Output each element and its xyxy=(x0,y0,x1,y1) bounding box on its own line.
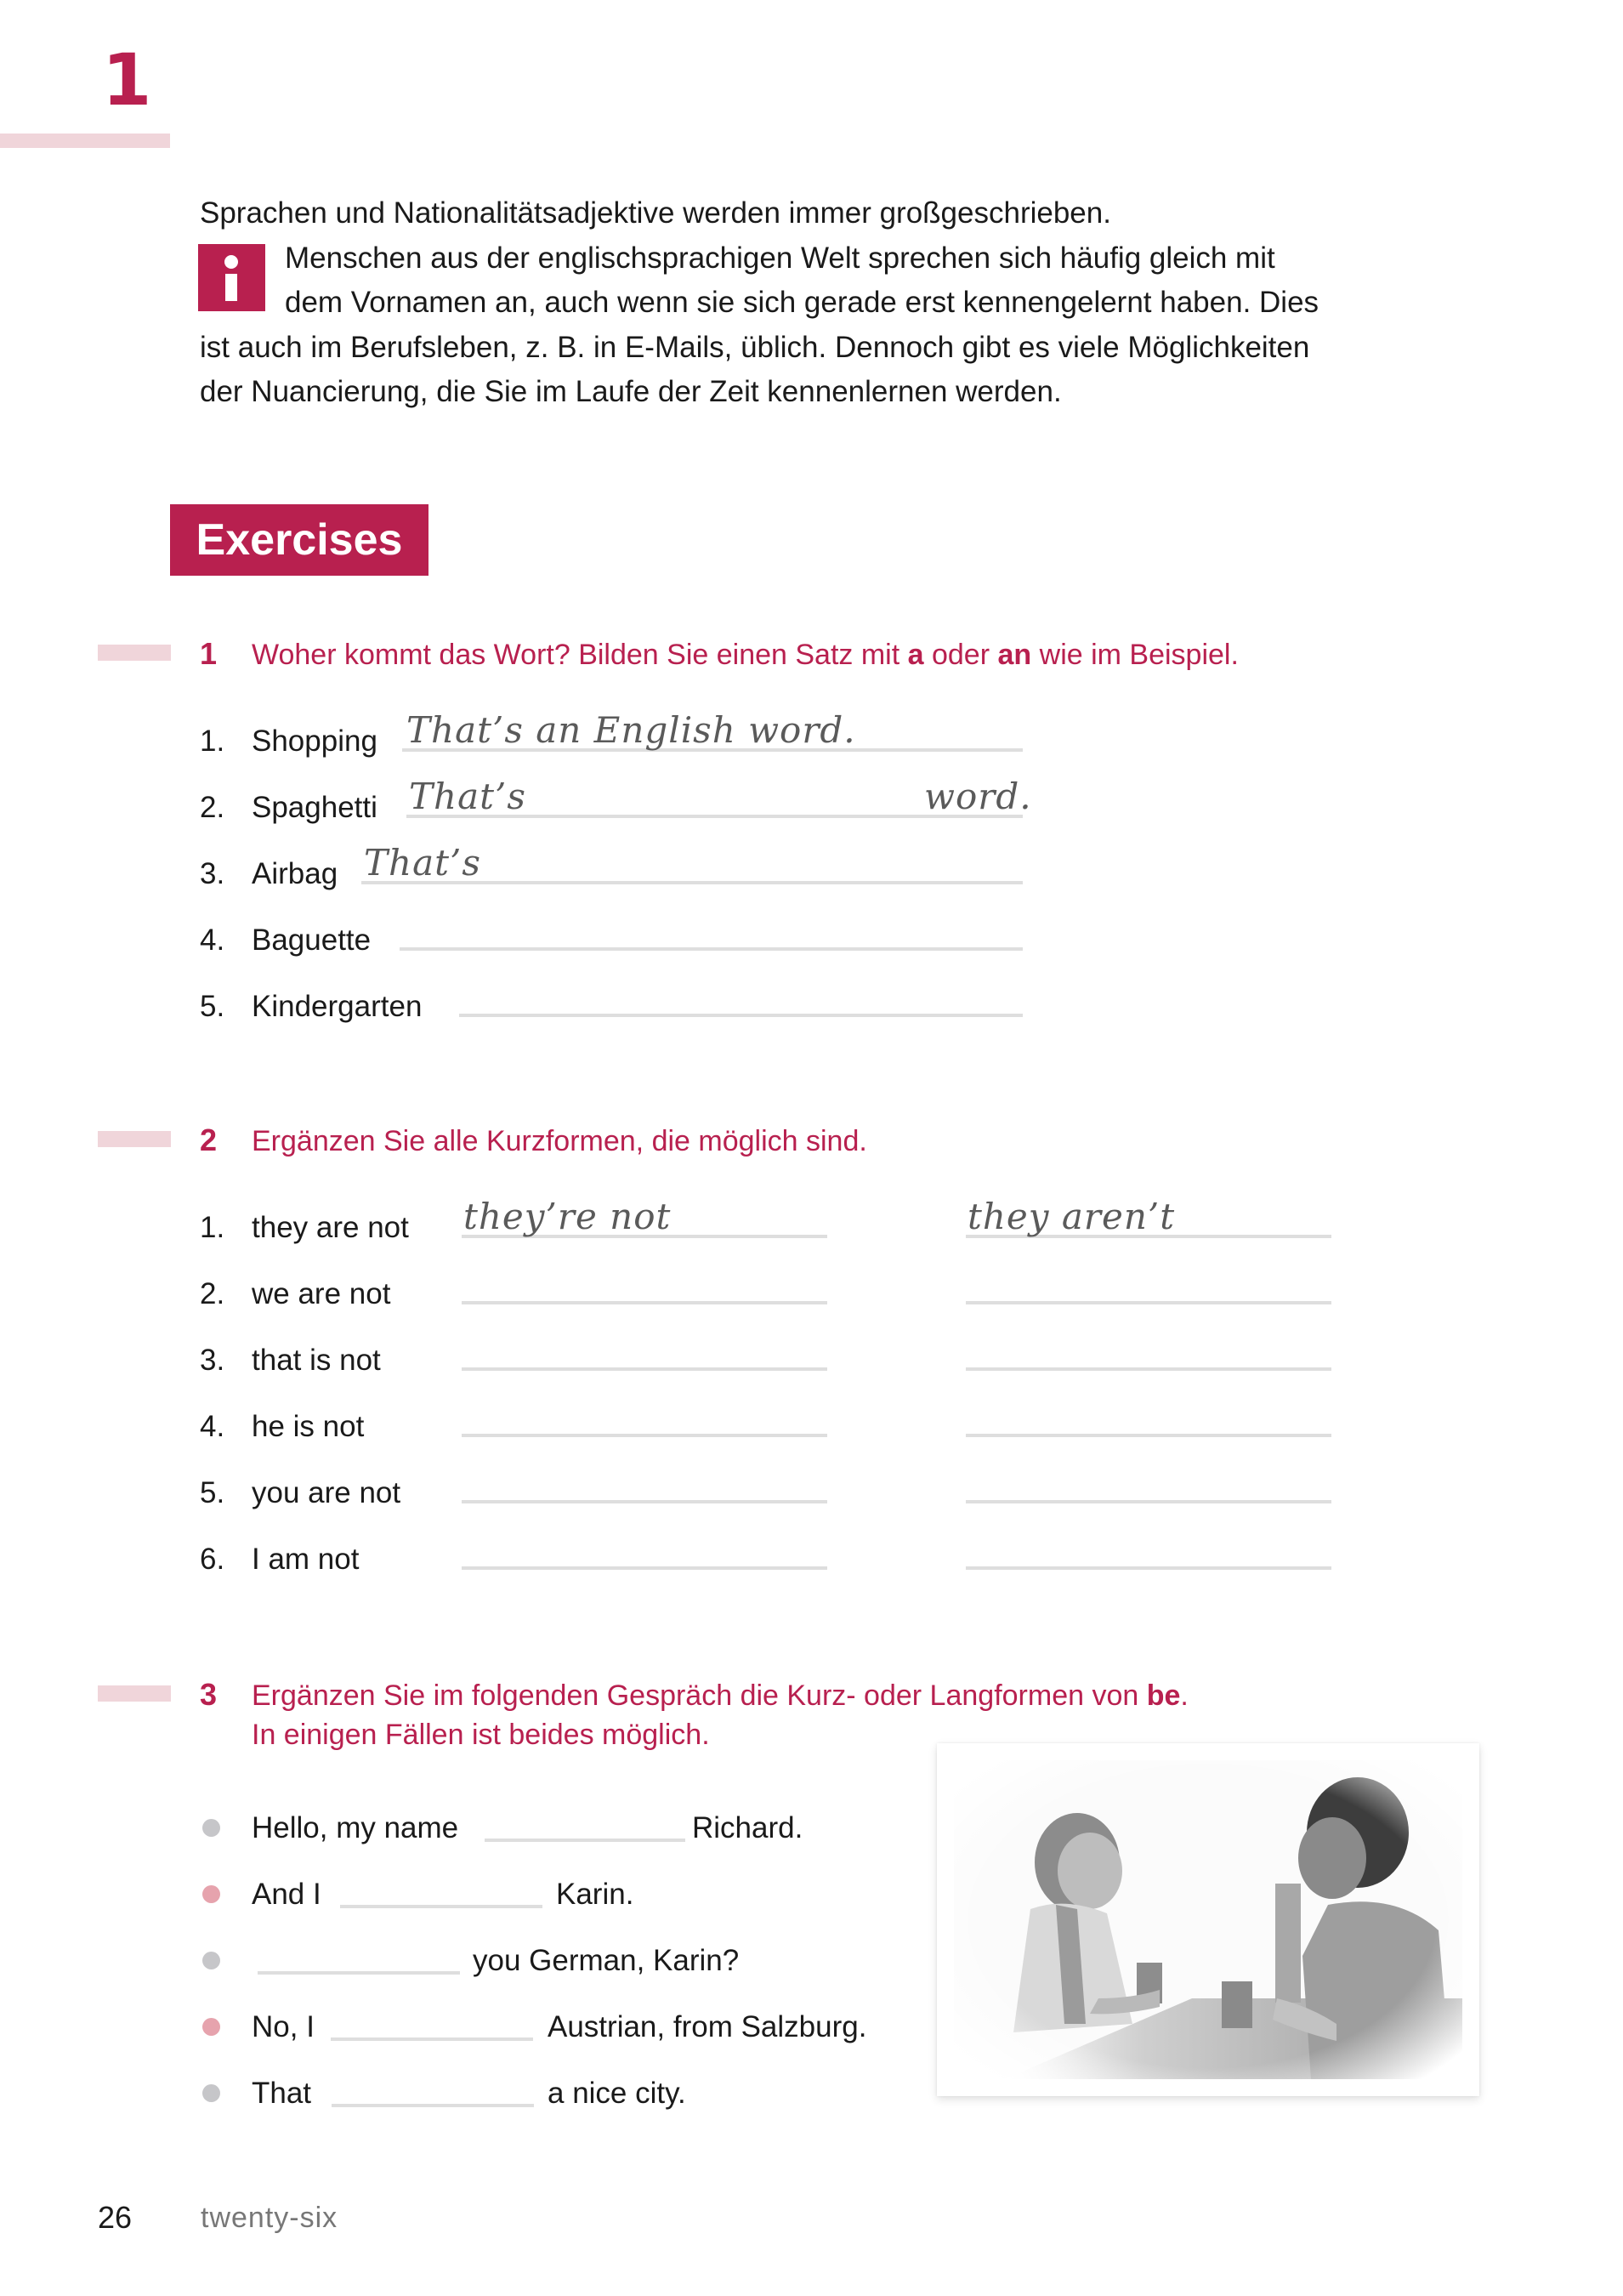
ex1-answer-1: That’s an English word. xyxy=(406,709,856,751)
ex1-answer-3: That’s xyxy=(364,842,481,884)
ex2-item-phrase: I am not xyxy=(252,1543,360,1576)
chapter-number: 1 xyxy=(102,38,152,122)
ex2-short2-line[interactable] xyxy=(966,1301,1331,1304)
dialogue-text: Austrian, from Salzburg. xyxy=(548,2010,867,2043)
dialogue-text: Hello, my name xyxy=(252,1811,459,1844)
ex1-answer-line-4[interactable] xyxy=(400,947,1023,951)
info-line-3: ist auch im Berufsleben, z. B. in E-Mails, üblich. Dennoch gibt es viele Möglichkeiten xyxy=(200,330,1310,364)
dialogue-blank[interactable] xyxy=(332,2104,534,2107)
exercise-marker xyxy=(98,1131,171,1147)
exercise-marker xyxy=(98,1685,171,1702)
speaker-bullet-grey xyxy=(202,1819,220,1837)
exercises-header: Exercises xyxy=(170,504,428,576)
dialogue-text: That xyxy=(252,2077,312,2110)
ex1-item-word: Airbag xyxy=(252,857,338,890)
ex2-short1-line[interactable] xyxy=(462,1500,827,1503)
ex2-item-num: 6. xyxy=(200,1543,225,1576)
dialogue-blank[interactable] xyxy=(258,1971,460,1975)
info-line-1: Menschen aus der englischsprachigen Welt sprechen sich häufig gleich mit xyxy=(285,241,1275,275)
ex2-item-num: 4. xyxy=(200,1410,225,1443)
speaker-bullet-grey xyxy=(202,1952,220,1969)
dialogue-blank[interactable] xyxy=(485,1839,685,1842)
info-section xyxy=(200,191,1424,415)
info-lead: Sprachen und Nationalitätsadjektive werden immer großgeschrieben. xyxy=(200,196,1111,230)
dialogue-text: a nice city. xyxy=(548,2077,686,2110)
ex2-item-num: 3. xyxy=(200,1344,225,1377)
dialogue-text: Karin. xyxy=(556,1878,634,1911)
ex2-item-phrase: you are not xyxy=(252,1476,401,1509)
ex1-item-word: Spaghetti xyxy=(252,791,377,824)
info-line-2: dem Vornamen an, auch wenn sie sich gerade erst kennengelernt haben. Dies xyxy=(285,286,1319,319)
ex2-item-num: 1. xyxy=(200,1211,225,1244)
ex2-short1-answer: they’re not xyxy=(463,1196,672,1237)
dialogue-blank[interactable] xyxy=(331,2037,533,2041)
chapter-bar xyxy=(0,134,170,148)
ex1-item-num: 3. xyxy=(200,857,225,890)
ex1-item-num: 5. xyxy=(200,990,225,1023)
exercise-3-instruction: Ergänzen Sie im folgenden Gespräch die Kurz- oder Langformen von be. In einigen Fällen ist beides möglich. xyxy=(252,1679,1189,1751)
dialogue-text: No, I xyxy=(252,2010,315,2043)
ex1-item-word: Shopping xyxy=(252,725,377,758)
ex1-answer-2-left: That’s xyxy=(409,776,526,817)
exercise-marker xyxy=(98,645,171,661)
exercise-1-number: 1 xyxy=(200,636,218,671)
ex2-short1-line[interactable] xyxy=(462,1434,827,1437)
ex2-short2-line[interactable] xyxy=(966,1367,1331,1371)
ex2-short1-line[interactable] xyxy=(462,1566,827,1570)
speaker-bullet-pink xyxy=(202,2018,220,2036)
ex2-short2-line[interactable] xyxy=(966,1434,1331,1437)
ex1-item-num: 1. xyxy=(200,725,225,758)
ex2-item-phrase: they are not xyxy=(252,1211,409,1244)
info-icon xyxy=(198,244,265,311)
ex2-short1-line[interactable] xyxy=(462,1367,827,1371)
photo-illustration xyxy=(937,1743,1479,2096)
ex2-short2-answer: they aren’t xyxy=(968,1196,1176,1237)
ex1-item-num: 2. xyxy=(200,791,225,824)
ex2-item-phrase: he is not xyxy=(252,1410,365,1443)
page-number-words: twenty-six xyxy=(201,2202,338,2234)
ex2-short1-line[interactable] xyxy=(462,1301,827,1304)
ex1-answer-2-right: word. xyxy=(924,776,1032,817)
exercise-2-instruction: Ergänzen Sie alle Kurzformen, die möglich sind. xyxy=(252,1125,867,1157)
dialogue-text: Richard. xyxy=(692,1811,803,1844)
dialogue-text: you German, Karin? xyxy=(473,1944,740,1977)
ex2-item-num: 2. xyxy=(200,1277,225,1310)
dialogue-text: And I xyxy=(252,1878,321,1911)
ex2-item-num: 5. xyxy=(200,1476,225,1509)
ex1-item-word: Kindergarten xyxy=(252,990,423,1023)
ex2-short2-line[interactable] xyxy=(966,1566,1331,1570)
ex2-item-phrase: that is not xyxy=(252,1344,381,1377)
ex2-short2-line[interactable] xyxy=(966,1500,1331,1503)
speaker-bullet-pink xyxy=(202,1885,220,1903)
ex1-item-word: Baguette xyxy=(252,924,372,957)
speaker-bullet-grey xyxy=(202,2084,220,2102)
ex1-answer-line-5[interactable] xyxy=(459,1014,1023,1017)
ex1-item-num: 4. xyxy=(200,924,225,957)
info-line-4: der Nuancierung, die Sie im Laufe der Zeit kennenlernen werden. xyxy=(200,375,1062,408)
ex2-item-phrase: we are not xyxy=(252,1277,391,1310)
exercise-1-instruction: Woher kommt das Wort? Bilden Sie einen Satz mit a oder an wie im Beispiel. xyxy=(252,639,1239,671)
exercise-3-number: 3 xyxy=(200,1677,218,1712)
dialogue-blank[interactable] xyxy=(340,1905,542,1908)
page-number: 26 xyxy=(98,2200,133,2235)
exercise-2-number: 2 xyxy=(200,1122,218,1157)
conversation-photo xyxy=(937,1743,1479,2096)
